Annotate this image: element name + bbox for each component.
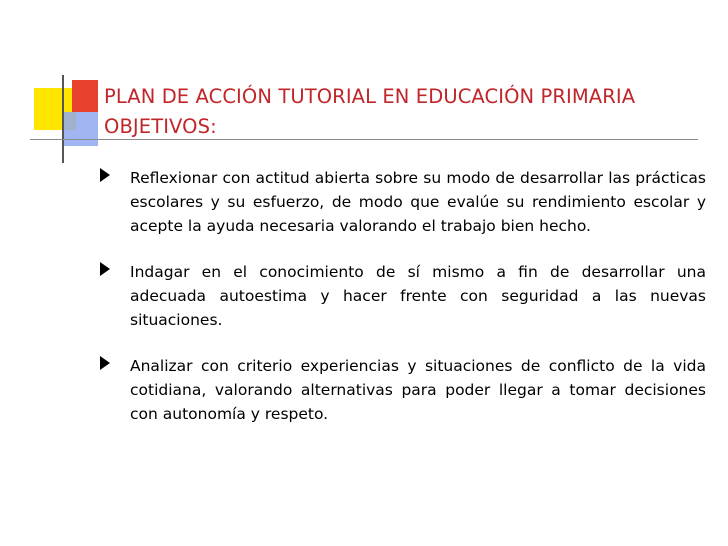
slide-title — [104, 82, 704, 142]
title-line-2: OBJETIVOS: — [104, 115, 217, 138]
list-item — [100, 354, 706, 426]
bullet-arrow-icon — [100, 356, 110, 370]
list-item — [100, 166, 706, 238]
bullet-arrow-icon — [100, 168, 110, 182]
objectives-list — [100, 166, 706, 448]
title-line-1: PLAN DE ACCIÓN TUTORIAL EN EDUCACIÓN PRIMARIA — [104, 85, 636, 108]
list-item — [100, 260, 706, 332]
decorative-blue-square — [64, 112, 98, 146]
bullet-text: Analizar con criterio experiencias y situaciones de conflicto de la vida cotidiana, valorando alternativas para poder llegar a tomar decisiones con autonomía y respeto. — [130, 357, 706, 423]
bullet-text: Indagar en el conocimiento de sí mismo a fin de desarrollar una adecuada autoestima y hacer frente con seguridad a las nuevas situaciones. — [130, 263, 706, 329]
decorative-vertical-line — [62, 75, 64, 163]
bullet-arrow-icon — [100, 262, 110, 276]
decorative-red-square — [72, 80, 98, 112]
bullet-text: Reflexionar con actitud abierta sobre su modo de desarrollar las prácticas escolares y su esfuerzo, de modo que evalúe su rendimiento escolar y acepte la ayuda necesaria valorando el trabajo bien hecho. — [130, 169, 706, 235]
